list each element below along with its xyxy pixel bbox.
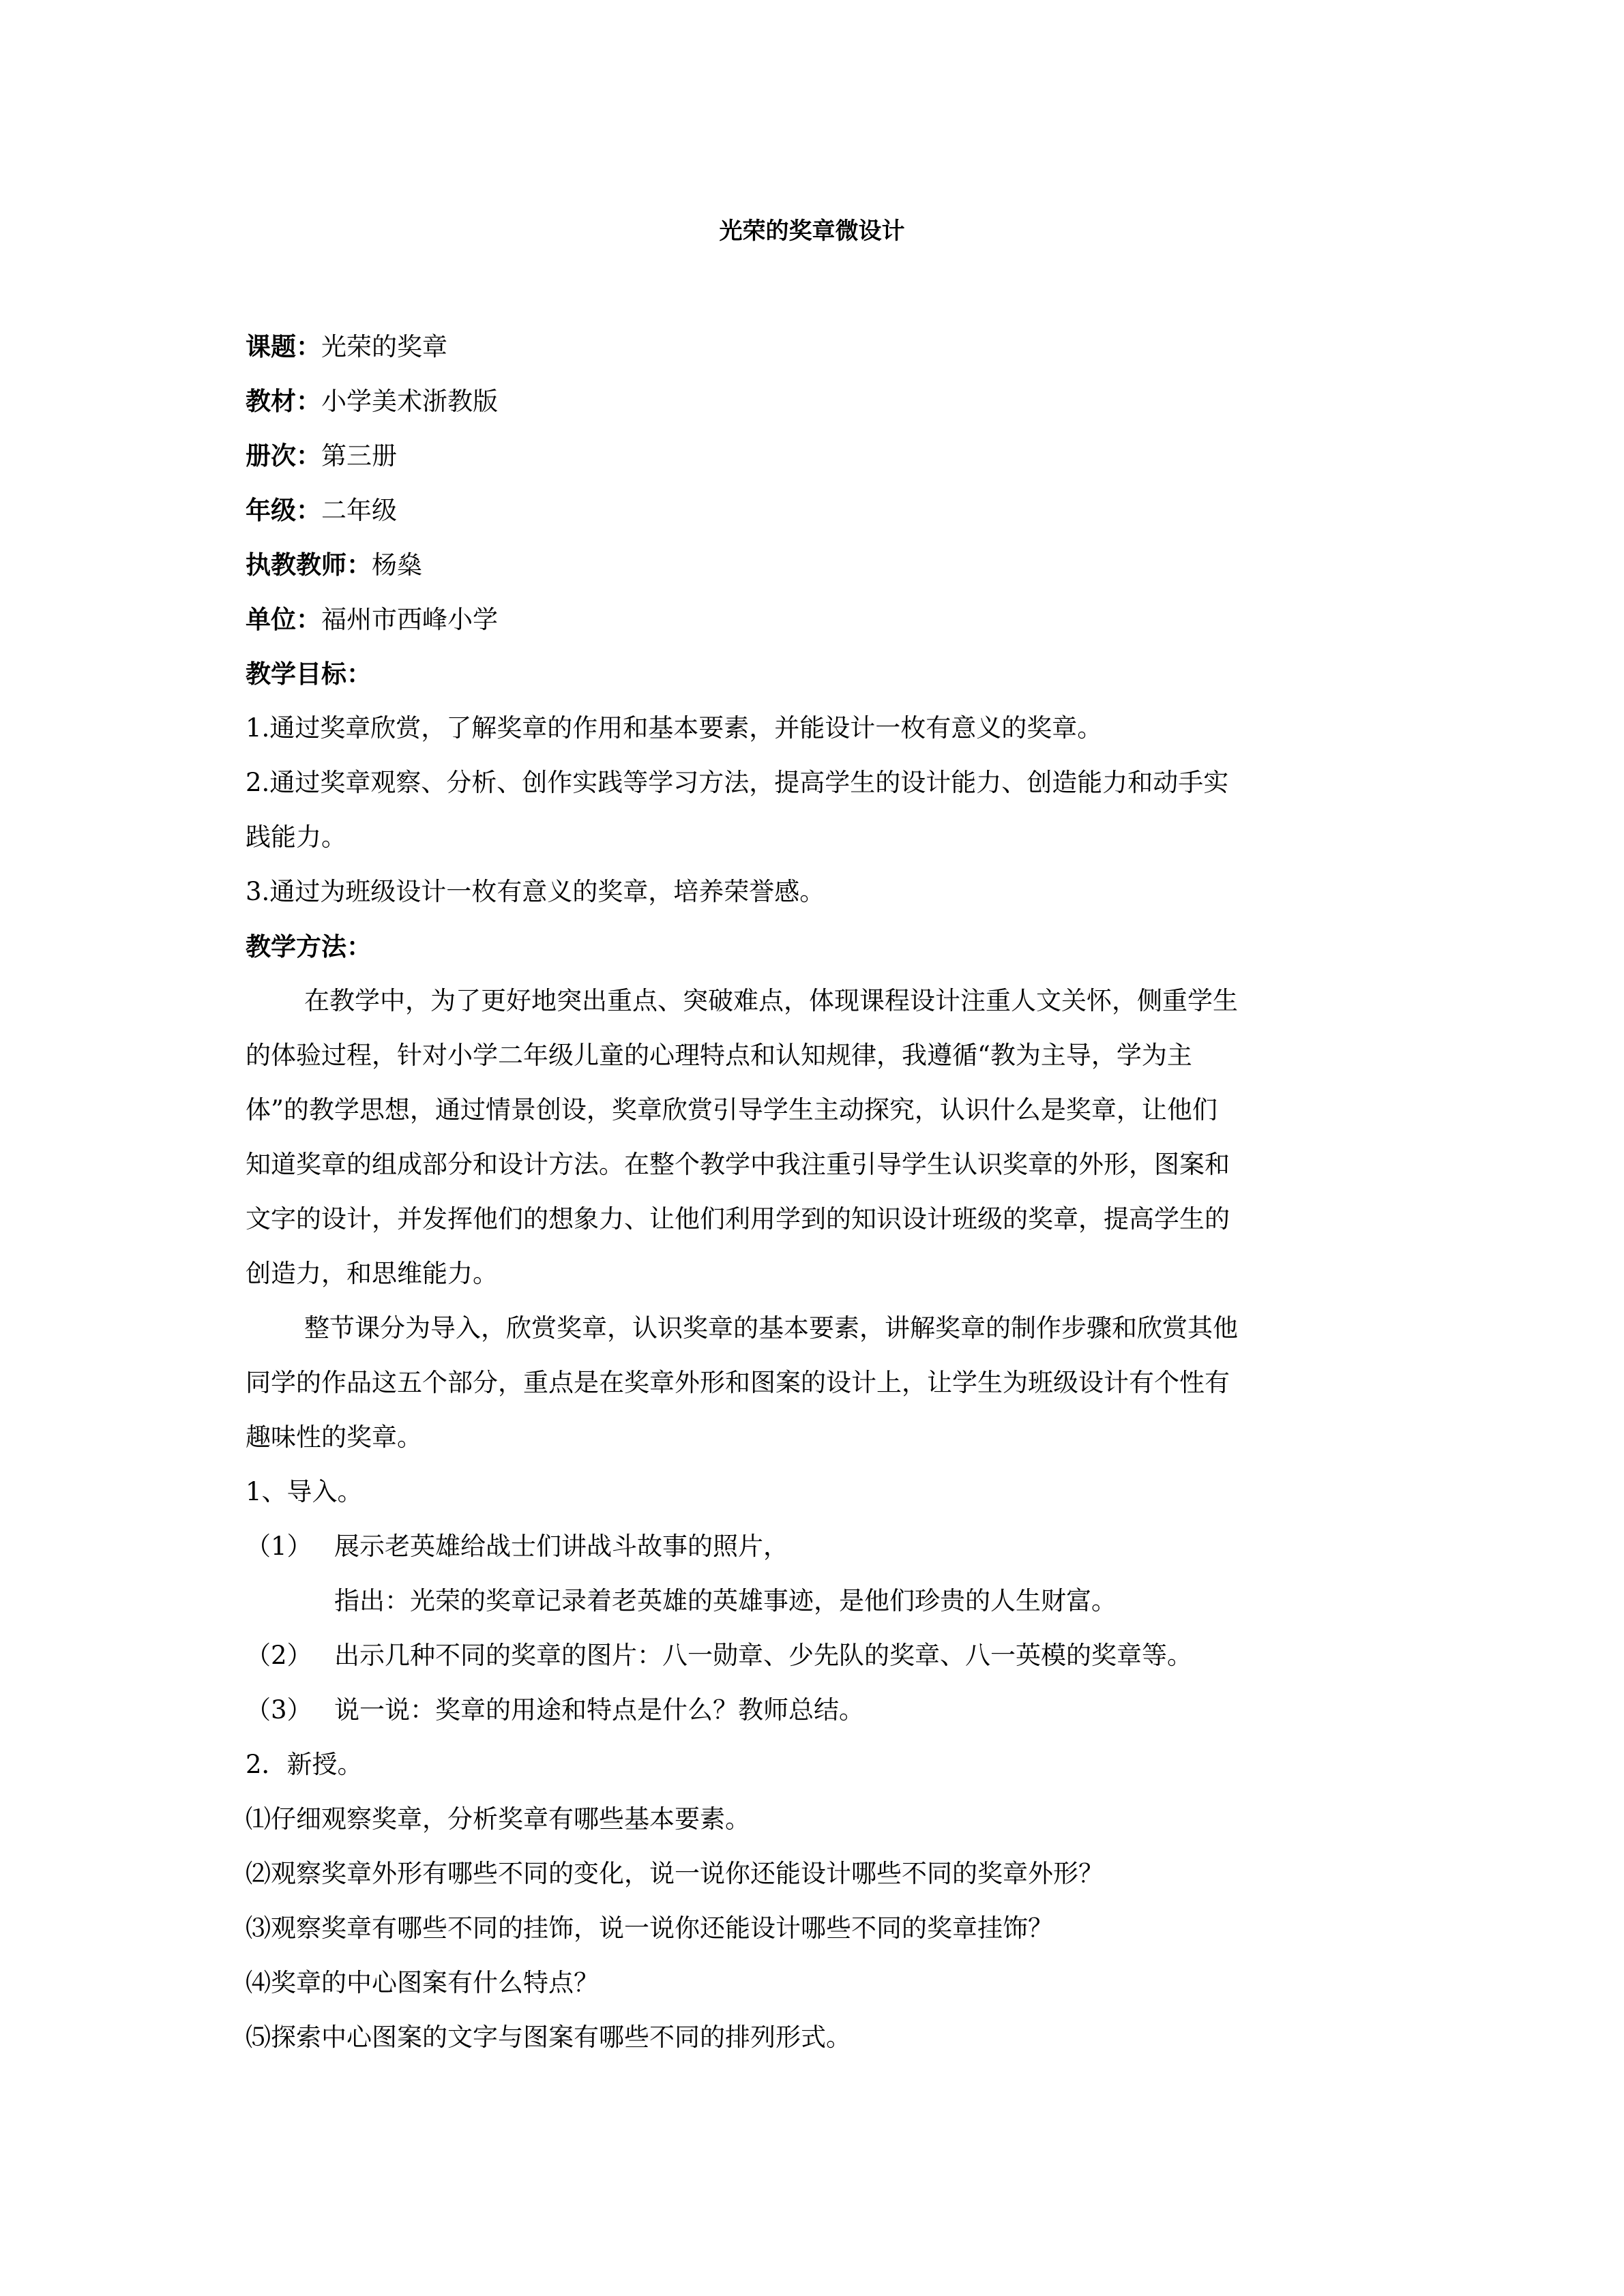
- intro-heading: 1、导入。: [246, 1477, 363, 1506]
- method-paragraph-line: 体”的教学思想，通过情景创设，奖章欣赏引导学生主动探究，认识什么是奖章，让他们: [246, 1095, 1217, 1124]
- meta-teacher: [246, 537, 1379, 592]
- intro-item-text: 说一说：奖章的用途和特点是什么？教师总结。: [334, 1695, 864, 1725]
- document-title: 光荣的奖章微设计: [719, 218, 905, 245]
- method-paragraph-line: 知道奖章的组成部分和设计方法。在整个教学中我注重引导学生认识奖章的外形，图案和: [246, 1150, 1230, 1179]
- intro-item-note: 指出：光荣的奖章记录着老英雄的英雄事迹，是他们珍贵的人生财富。: [334, 1586, 1117, 1615]
- newlesson-item: ⑸探索中心图案的文字与图案有哪些不同的排列形式。: [246, 2023, 851, 2052]
- goal-line: 3.通过为班级设计一枚有意义的奖章，培养荣誉感。: [246, 877, 825, 906]
- intro-item-text: 出示几种不同的奖章的图片：八一勋章、少先队的奖章、八一英模的奖章等。: [334, 1641, 1192, 1670]
- method-paragraph-line: 整节课分为导入，欣赏奖章，认识奖章的基本要素，讲解奖章的制作步骤和欣赏其他: [304, 1313, 1238, 1343]
- intro-item: [246, 1628, 1379, 1683]
- intro-item: [246, 1519, 1379, 1574]
- methods-heading: 教学方法：: [246, 931, 372, 961]
- meta-textbook: [246, 374, 1379, 428]
- meta-value: 杨燊: [372, 550, 422, 580]
- intro-item-number: （3）: [246, 1695, 312, 1725]
- meta-value: 福州市西峰小学: [321, 605, 498, 634]
- goal-line: 1.通过奖章欣赏，了解奖章的作用和基本要素，并能设计一枚有意义的奖章。: [246, 713, 1103, 743]
- newlesson-item: ⑷奖章的中心图案有什么特点？: [246, 1968, 599, 1997]
- intro-item-number: （2）: [246, 1641, 312, 1670]
- intro-item: [246, 1683, 1379, 1738]
- meta-label: 执教教师：: [246, 550, 372, 580]
- meta-topic: [246, 319, 1379, 374]
- meta-value: 第三册: [321, 441, 397, 471]
- method-paragraph-line: 趣味性的奖章。: [246, 1422, 422, 1452]
- intro-item-number: （1）: [246, 1532, 312, 1561]
- meta-volume: [246, 428, 1379, 483]
- newlesson-item: ⑶观察奖章有哪些不同的挂饰，说一说你还能设计哪些不同的奖章挂饰？: [246, 1913, 1053, 1943]
- meta-value: 二年级: [321, 496, 397, 525]
- goal-line: 2.通过奖章观察、分析、创作实践等学习方法，提高学生的设计能力、创造能力和动手实: [246, 768, 1229, 797]
- intro-item-text: 展示老英雄给战士们讲战斗故事的照片，: [334, 1532, 788, 1561]
- meta-label: 课题：: [246, 331, 321, 361]
- meta-label: 册次：: [246, 441, 321, 471]
- goal-line: 践能力。: [246, 822, 346, 852]
- method-paragraph-line: 的体验过程，针对小学二年级儿童的心理特点和认知规律，我遵循“教为主导，学为主: [246, 1041, 1192, 1070]
- method-paragraph-line: 在教学中，为了更好地突出重点、突破难点，体现课程设计注重人文关怀，侧重学生: [304, 986, 1238, 1015]
- meta-label: 教材：: [246, 386, 321, 416]
- method-paragraph-line: 创造力，和思维能力。: [246, 1259, 498, 1288]
- meta-grade: [246, 483, 1379, 537]
- meta-school: [246, 592, 1379, 646]
- meta-value: 小学美术浙教版: [321, 387, 498, 416]
- meta-label: 单位：: [246, 604, 321, 634]
- method-paragraph-line: 同学的作品这五个部分，重点是在奖章外形和图案的设计上，让学生为班级设计有个性有: [246, 1368, 1230, 1397]
- newlesson-heading: 2．新授。: [246, 1750, 363, 1779]
- document-body: [246, 319, 1379, 2065]
- newlesson-item: ⑴仔细观察奖章，分析奖章有哪些基本要素。: [246, 1804, 750, 1834]
- meta-value: 光荣的奖章: [321, 332, 447, 361]
- goals-heading: 教学目标：: [246, 659, 372, 689]
- method-paragraph-line: 文字的设计，并发挥他们的想象力、让他们利用学到的知识设计班级的奖章，提高学生的: [246, 1204, 1230, 1234]
- newlesson-item: ⑵观察奖章外形有哪些不同的变化，说一说你还能设计哪些不同的奖章外形？: [246, 1859, 1104, 1888]
- meta-label: 年级：: [246, 495, 321, 525]
